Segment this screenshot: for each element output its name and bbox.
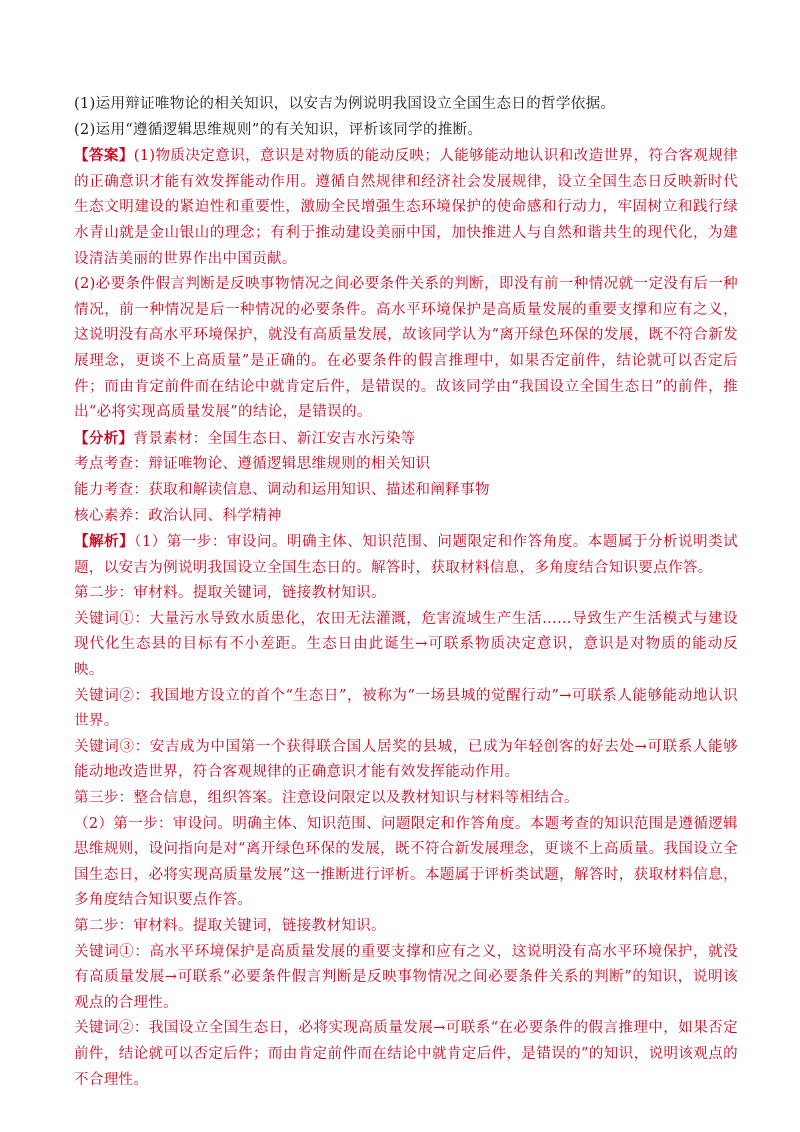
analysis-suyang: 核心素养：政治认同、科学精神: [74, 507, 282, 524]
analysis-background: 背景素材：全国生态日、新江安吉水污染等: [133, 430, 416, 447]
explanation-label: 【解析】: [74, 533, 135, 551]
answer-label: 【答案】: [74, 147, 134, 165]
document-page: [74, 92, 738, 1093]
analysis-section: [74, 426, 738, 529]
explanation-1-keyword-1: 关键词①：大量污水导致水质患化，农田无法灌溉，危害流域生产生活……导致生产生活模式与建设现代化生态县的目标有不小差距。生态日由此诞生→可联系物质决定意识，意识是对物质的能动反映。: [74, 610, 738, 679]
analysis-nengli: 能力考查：获取和解读信息、调动和运用知识、描述和阐释事物: [74, 481, 490, 498]
explanation-1-step-3: 第三步：整合信息，组织答案。注意设问限定以及教材知识与材料等相结合。: [74, 790, 579, 807]
explanation-1-keyword-2: 关键词②：我国地方设立的首个“生态日”，被称为“一场县城的觉醒行动”→可联系人能够能动地认识世界。: [74, 687, 738, 730]
question-2: (2)运用“遵循逻辑思维规则”的有关知识，评析该同学的推断。: [74, 121, 483, 138]
answer-part-1: (1)物质决定意识，意识是对物质的能动反映；人能够能动地认识和改造世界，符合客观规律的正确意识才能有效发挥能动作用。遵循自然规律和经济社会发展规律，设立全国生态日反映新时代生态文明建设的紧迫性和重要性，激励全民增强生态环境保护的使命感和行动力，牢固树立和践行绿水青山就是金山银山的理念；有利于推动建设美丽中国，加快推进人与自然和谐共生的现代化，为建设清洁美丽的世界作出中国贡献。: [74, 148, 738, 267]
explanation-section: [74, 529, 738, 1093]
analysis-label: 【分析】: [74, 429, 134, 447]
answer-section: [74, 143, 738, 426]
question-1: (1)运用辩证唯物论的相关知识，以安吉为例说明我国设立全国生态日的哲学依据。: [74, 96, 616, 112]
explanation-2-step-2: 第二步：审材料。提取关键词，链接教材知识。: [74, 918, 386, 934]
explanation-1-step-1: （1）第一步：审设问。明确主体、知识范围、问题限定和作答角度。本题属于分析说明类试题，以安吉为例说明我国设立全国生态日的。解答时，获取材料信息，多角度结合知识要点作答。: [74, 534, 738, 576]
analysis-kaodian: 考点考查：辩证唯物论、遵循逻辑思维规则的相关知识: [74, 456, 431, 473]
explanation-1-step-2: 第二步：审材料。提取关键词，链接教材知识。: [74, 585, 386, 602]
explanation-2-keyword-2: 关键词②：我国设立全国生态日，必将实现高质量发展→可联系“在必要条件的假言推理中，如果否定前件，结论就可以否定后件；而由肯定前件而在结论中就肯定后件，是错误的”的知识，说明该观点的不合理性。: [74, 1020, 738, 1088]
explanation-2-keyword-1: 关键词①：高水平环境保护是高质量发展的重要支撑和应有之义，这说明没有高水平环境保护，就没有高质量发展→可联系“必要条件假言判断是反映事物情况之间必要条件关系的判断”的知识，说明该观点的合理性。: [74, 943, 738, 1011]
explanation-1-keyword-3: 关键词③：安吉成为中国第一个获得联合国人居奖的县城，已成为年轻创客的好去处→可联系人能够能动地改造世界，符合客观规律的正确意识才能有效发挥能动作用。: [74, 738, 738, 781]
answer-part-2: (2)必要条件假言判断是反映事物情况之间必要条件关系的判断，即没有前一种情况就一定没有后一种情况，前一种情况是后一种情况的必要条件。高水平环境保护是高质量发展的重要支撑和应有之义，这说明没有高水平环境保护，就没有高质量发展，故该同学认为“离开绿色环保的发展，既不符合新发展理念，更谈不上高质量”是正确的。在必要条件的假言推理中，如果否定前件，结论就可以否定后件；而由肯定前件而在结论中就肯定后件，是错误的。故该同学由“我国设立全国生态日”的前件，推出“必将实现高质量发展”的结论，是错误的。: [74, 276, 738, 421]
explanation-2-step-1: （2）第一步：审设问。明确主体、知识范围、问题限定和作答角度。本题考查的知识范围是遵循逻辑思维规则，设问指向是对“离开绿色环保的发展，既不符合新发展理念，更谈不上高质量。我国设立全国生态日，必将实现高质量发展”这一推断进行评析。本题属于评析类试题，解答时，获取材料信息，多角度结合知识要点作答。: [74, 815, 738, 909]
